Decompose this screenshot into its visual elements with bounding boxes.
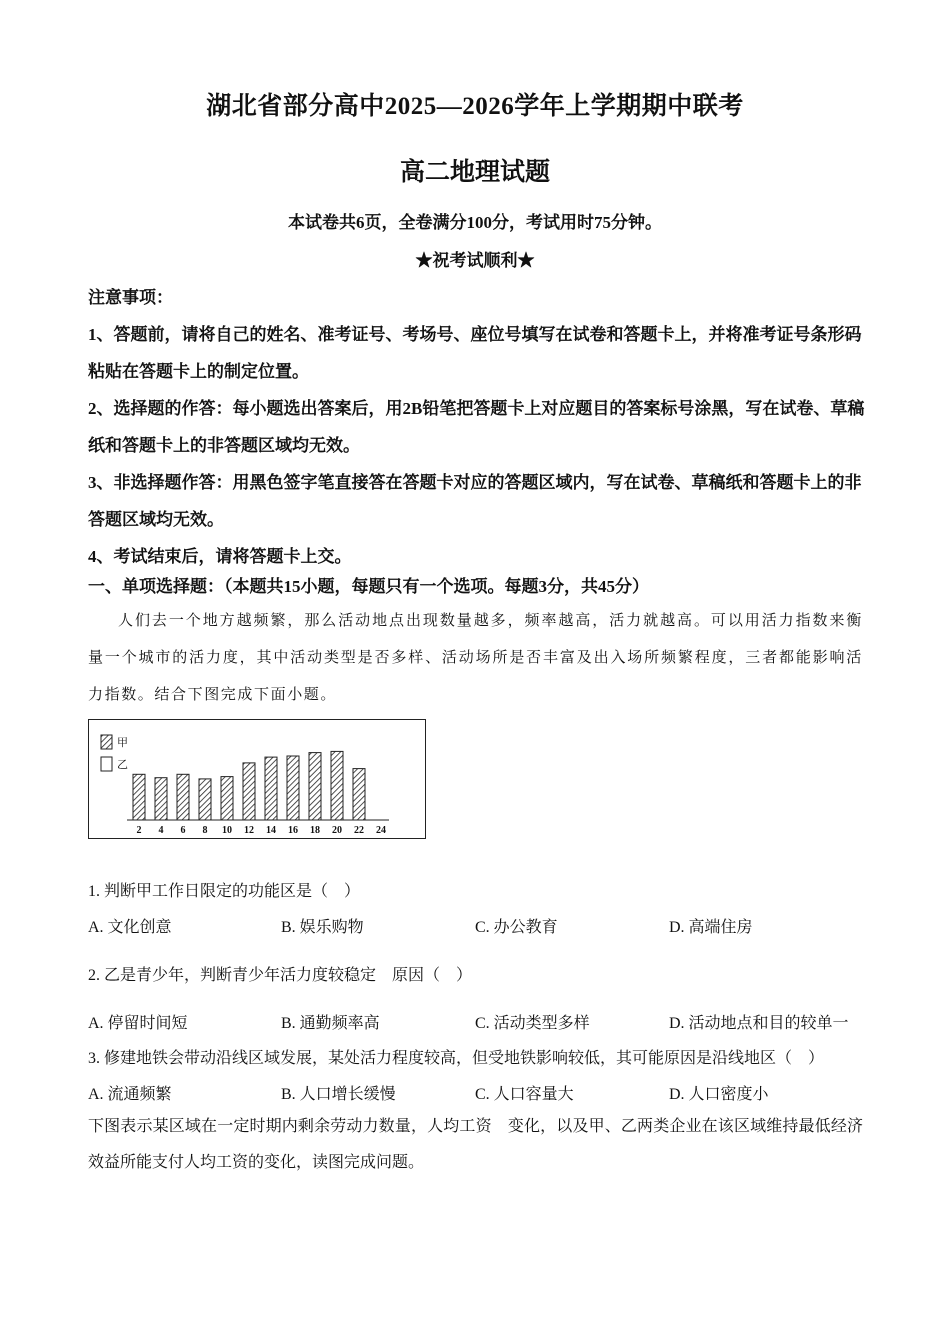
section-heading: 一、单项选择题：（本题共15小题，每题只有一个选项。每题3分，共45分）: [88, 577, 649, 596]
bar-jia-18: [309, 753, 321, 820]
note-item-1: 1、答题前，请将自己的姓名、准考证号、考场号、座位号填写在试卷和答题卡上，并将准考证号条形码粘贴在答题卡上的制定位置。: [88, 325, 862, 381]
material-intro: 人们去一个地方越频繁，那么活动地点出现数量越多，频率越高，活力就越高。可以用活力指数来衡量一个城市的活力度，其中活动类型是否多样、活动场所是否丰富及出入场所频繁程度，三者都能影响活力指数。结合下图完成下面小题。: [88, 613, 863, 703]
note-item-4: 4、考试结束后，请将答题卡上交。: [88, 547, 352, 566]
exam-subtitle: 高二地理试题: [399, 159, 550, 186]
note-item-3: 3、非选择题作答：用黑色签字笔直接答在答题卡对应的答题区域内，写在试卷、草稿纸和答题卡上的非答题区域均无效。: [88, 473, 862, 529]
bar-jia-4: [155, 778, 167, 820]
bar-jia-6: [177, 774, 189, 820]
bar-jia-20: [331, 751, 343, 820]
bar-jia-14: [265, 757, 277, 820]
x-tick-label-18: 18: [310, 825, 320, 836]
material-2-intro: 下图表示某区域在一定时期内剩余劳动力数量，人均工资 变化，以及甲、乙两类企业在该区域维持最低经济效益所能支付人均工资的变化，读图完成问题。: [88, 1118, 863, 1171]
q3-option-d[interactable]: D. 人口密度小: [669, 1086, 769, 1103]
q2-option-d[interactable]: D. 活动地点和目的较单一: [669, 1015, 849, 1032]
x-tick-label-22: 22: [354, 825, 364, 836]
question-3-stem: 3. 修建地铁会带动沿线区域发展，某处活力程度较高，但受地铁影响较低，其可能原因是沿线地区（ ）: [88, 1050, 825, 1067]
x-tick-label-24: 24: [376, 825, 386, 836]
x-tick-label-12: 12: [244, 825, 254, 836]
q2-option-c[interactable]: C. 活动类型多样: [475, 1015, 590, 1032]
question-1-stem: 1. 判断甲工作日限定的功能区是（ ）: [88, 883, 361, 900]
notes-block: [88, 280, 868, 575]
legend-label-yi: 乙: [117, 759, 128, 771]
x-tick-label-20: 20: [332, 825, 342, 836]
q3-option-b[interactable]: B. 人口增长缓慢: [281, 1086, 396, 1103]
q1-option-a[interactable]: A. 文化创意: [88, 919, 172, 936]
q1-option-b[interactable]: B. 娱乐购物: [281, 919, 364, 936]
bar-jia-12: [243, 763, 255, 820]
question-3-options: [88, 1081, 868, 1105]
question-2-options: [88, 1010, 868, 1034]
q2-option-b[interactable]: B. 通勤频率高: [281, 1015, 380, 1032]
legend-swatch-yi: [101, 757, 112, 771]
bar-jia-10: [221, 777, 233, 820]
x-tick-label-8: 8: [202, 825, 208, 836]
x-tick-label-4: 4: [158, 825, 164, 836]
vitality-bar-chart: [88, 719, 426, 839]
q1-option-d[interactable]: D. 高端住房: [669, 919, 753, 936]
exam-title: 湖北省部分高中2025—2026学年上学期期中联考: [206, 93, 744, 120]
q3-option-a[interactable]: A. 流通频繁: [88, 1086, 172, 1103]
bar-jia-2: [133, 774, 145, 820]
bar-jia-22: [353, 769, 365, 820]
x-tick-label-10: 10: [222, 825, 232, 836]
q1-option-c[interactable]: C. 办公教育: [475, 919, 558, 936]
blessing-line: ★祝考试顺利★: [415, 251, 535, 270]
x-tick-label-6: 6: [180, 825, 186, 836]
legend-label-jia: 甲: [117, 737, 128, 749]
question-1-options: [88, 914, 868, 938]
exam-info: 本试卷共6页，全卷满分100分，考试用时75分钟。: [288, 213, 662, 232]
question-2-stem: 2. 乙是青少年，判断青少年活力度较稳定 原因（ ）: [88, 967, 473, 984]
x-tick-label-2: 2: [136, 825, 142, 836]
x-tick-label-14: 14: [266, 825, 276, 836]
bar-jia-16: [287, 756, 299, 820]
legend-swatch-jia: [101, 735, 112, 749]
chart-canvas: [89, 720, 425, 838]
bar-jia-8: [199, 779, 211, 820]
notes-heading: 注意事项：: [88, 288, 173, 307]
x-tick-label-16: 16: [288, 825, 298, 836]
q3-option-c[interactable]: C. 人口容量大: [475, 1086, 574, 1103]
note-item-2: 2、选择题的作答：每小题选出答案后，用2B铅笔把答题卡上对应题目的答案标号涂黑，写在试卷、草稿纸和答题卡上的非答题区域均无效。: [88, 399, 865, 455]
q2-option-a[interactable]: A. 停留时间短: [88, 1015, 188, 1032]
